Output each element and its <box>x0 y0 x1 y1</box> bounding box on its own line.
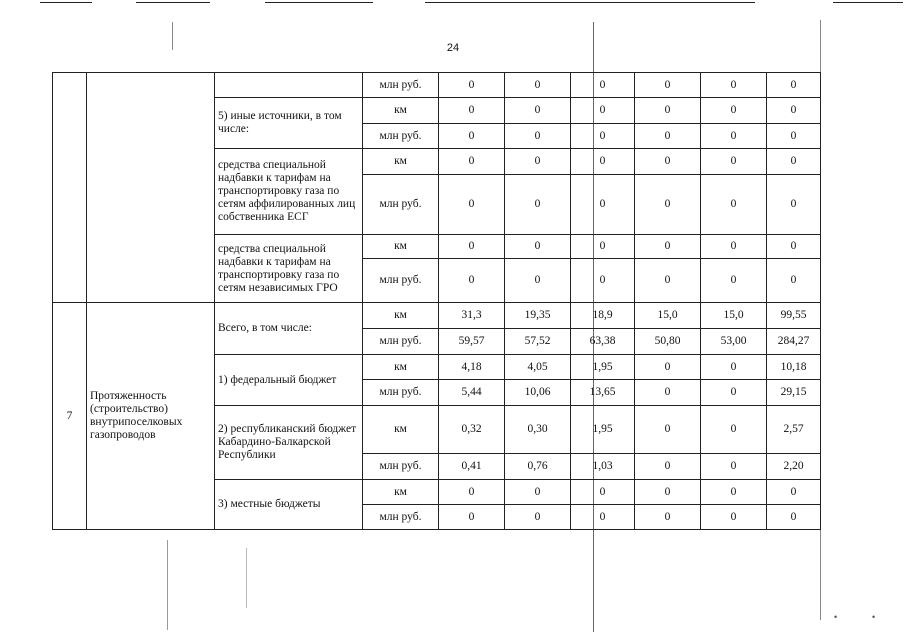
value-cell: 0 <box>635 73 701 98</box>
value-cell: 0 <box>701 98 767 124</box>
value-cell: 15,0 <box>635 303 701 329</box>
value-cell: 0 <box>439 235 505 259</box>
value-cell: 0 <box>701 406 767 454</box>
indicator-name-cell: Протяженность (строительство) внутрипоселковых газопроводов <box>87 303 215 530</box>
value-cell: 1,95 <box>571 406 635 454</box>
value-cell: 18,9 <box>571 303 635 329</box>
unit-cell: млн руб. <box>363 259 439 303</box>
value-cell: 0 <box>635 505 701 530</box>
value-cell: 0 <box>767 124 821 149</box>
page-number: 24 <box>446 42 460 54</box>
value-cell: 4,18 <box>439 355 505 380</box>
value-cell: 10,18 <box>767 355 821 380</box>
value-cell: 0 <box>505 73 571 98</box>
value-cell: 5,44 <box>439 380 505 406</box>
value-cell: 0 <box>701 454 767 480</box>
value-cell: 0 <box>439 98 505 124</box>
source-cell: 5) иные источники, в том числе: <box>215 98 363 149</box>
value-cell: 0 <box>635 259 701 303</box>
gas-program-table <box>52 72 821 530</box>
table-row <box>53 303 821 329</box>
unit-cell: млн руб. <box>363 124 439 149</box>
unit-cell: км <box>363 98 439 124</box>
value-cell: 0 <box>701 149 767 175</box>
value-cell: 4,05 <box>505 355 571 380</box>
value-cell: 0 <box>571 175 635 235</box>
value-cell: 13,65 <box>571 380 635 406</box>
value-cell: 0 <box>767 175 821 235</box>
table-cell-number-empty <box>53 73 87 303</box>
value-cell: 0 <box>635 124 701 149</box>
source-cell: Всего, в том числе: <box>215 303 363 355</box>
source-cell: 2) республиканский бюджет Кабардино-Балкарской Республики <box>215 406 363 480</box>
value-cell: 0 <box>701 480 767 505</box>
value-cell: 63,38 <box>571 329 635 355</box>
value-cell: 0 <box>439 73 505 98</box>
value-cell: 2,20 <box>767 454 821 480</box>
value-cell: 284,27 <box>767 329 821 355</box>
source-cell: 3) местные бюджеты <box>215 480 363 530</box>
value-cell: 0 <box>505 124 571 149</box>
value-cell: 0 <box>439 259 505 303</box>
value-cell: 1,95 <box>571 355 635 380</box>
value-cell: 0 <box>439 124 505 149</box>
scan-speck: • <box>834 612 838 622</box>
value-cell: 0 <box>571 98 635 124</box>
value-cell: 0 <box>439 175 505 235</box>
value-cell: 0 <box>701 259 767 303</box>
value-cell: 57,52 <box>505 329 571 355</box>
value-cell: 0 <box>701 380 767 406</box>
value-cell: 0,76 <box>505 454 571 480</box>
value-cell: 0 <box>767 98 821 124</box>
value-cell: 0 <box>701 124 767 149</box>
value-cell: 0 <box>701 73 767 98</box>
unit-cell: млн руб. <box>363 175 439 235</box>
scan-speck: • <box>872 612 876 622</box>
value-cell: 0 <box>767 149 821 175</box>
unit-cell: км <box>363 480 439 505</box>
value-cell: 0 <box>635 149 701 175</box>
unit-cell: млн руб. <box>363 329 439 355</box>
value-cell: 0 <box>767 235 821 259</box>
value-cell: 0 <box>505 259 571 303</box>
value-cell: 0 <box>635 480 701 505</box>
value-cell: 0 <box>635 175 701 235</box>
unit-cell: млн руб. <box>363 505 439 530</box>
value-cell: 0 <box>571 480 635 505</box>
value-cell: 0 <box>571 259 635 303</box>
value-cell: 0 <box>635 406 701 454</box>
table-row <box>53 73 821 98</box>
value-cell: 50,80 <box>635 329 701 355</box>
unit-cell: млн руб. <box>363 73 439 98</box>
value-cell: 99,55 <box>767 303 821 329</box>
value-cell: 0 <box>635 235 701 259</box>
value-cell: 0 <box>571 235 635 259</box>
value-cell: 0 <box>701 235 767 259</box>
source-cell: средства специальной надбавки к тарифам на транспортировку газа по сетям независимых ГРО <box>215 235 363 303</box>
value-cell: 0 <box>635 380 701 406</box>
value-cell: 31,3 <box>439 303 505 329</box>
source-cell: средства специальной надбавки к тарифам на транспортировку газа по сетям аффилированных лиц собственника ЕСГ <box>215 149 363 235</box>
value-cell: 1,03 <box>571 454 635 480</box>
value-cell: 19,35 <box>505 303 571 329</box>
unit-cell: км <box>363 235 439 259</box>
value-cell: 15,0 <box>701 303 767 329</box>
value-cell: 0 <box>635 355 701 380</box>
value-cell: 0 <box>701 355 767 380</box>
unit-cell: км <box>363 355 439 380</box>
value-cell: 0 <box>505 98 571 124</box>
value-cell: 59,57 <box>439 329 505 355</box>
table-cell-name-empty <box>87 73 215 303</box>
value-cell: 0 <box>505 480 571 505</box>
table-cell-source-empty <box>215 73 363 98</box>
unit-cell: км <box>363 406 439 454</box>
value-cell: 2,57 <box>767 406 821 454</box>
unit-cell: млн руб. <box>363 380 439 406</box>
source-cell: 1) федеральный бюджет <box>215 355 363 406</box>
value-cell: 0 <box>767 259 821 303</box>
unit-cell: км <box>363 303 439 329</box>
value-cell: 0,30 <box>505 406 571 454</box>
value-cell: 0 <box>635 98 701 124</box>
value-cell: 0 <box>505 235 571 259</box>
value-cell: 53,00 <box>701 329 767 355</box>
value-cell: 0 <box>439 480 505 505</box>
value-cell: 0 <box>505 149 571 175</box>
value-cell: 0 <box>571 149 635 175</box>
unit-cell: млн руб. <box>363 454 439 480</box>
value-cell: 0 <box>701 505 767 530</box>
value-cell: 0 <box>505 175 571 235</box>
value-cell: 0 <box>439 149 505 175</box>
value-cell: 29,15 <box>767 380 821 406</box>
value-cell: 0 <box>767 505 821 530</box>
value-cell: 0 <box>767 480 821 505</box>
value-cell: 0 <box>571 505 635 530</box>
value-cell: 0,32 <box>439 406 505 454</box>
value-cell: 0 <box>635 454 701 480</box>
value-cell: 0,41 <box>439 454 505 480</box>
value-cell: 0 <box>439 505 505 530</box>
value-cell: 0 <box>505 505 571 530</box>
value-cell: 10,06 <box>505 380 571 406</box>
value-cell: 0 <box>767 73 821 98</box>
value-cell: 0 <box>571 73 635 98</box>
value-cell: 0 <box>701 175 767 235</box>
unit-cell: км <box>363 149 439 175</box>
row-number-cell: 7 <box>53 303 87 530</box>
value-cell: 0 <box>571 124 635 149</box>
